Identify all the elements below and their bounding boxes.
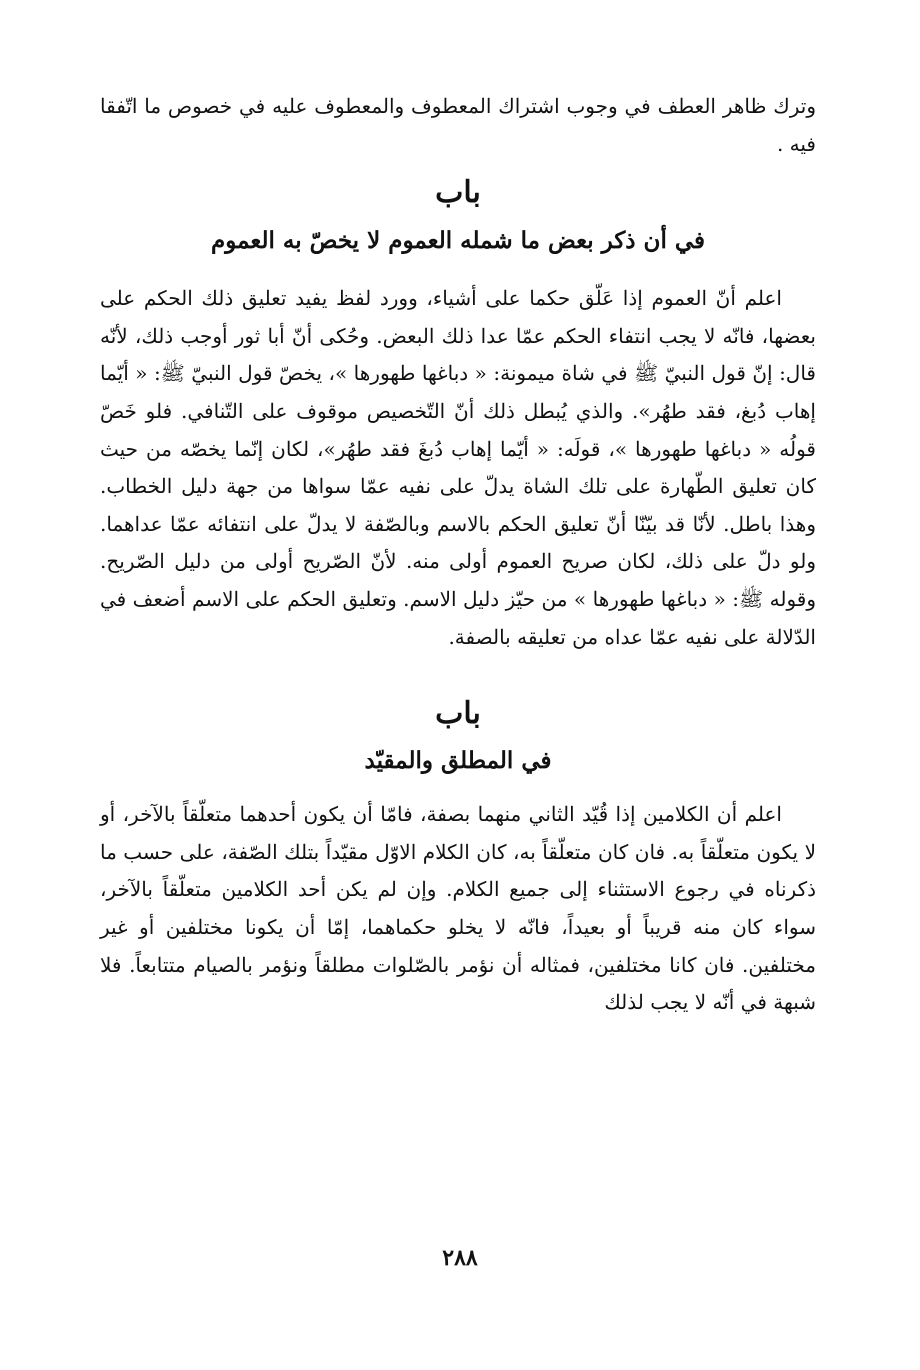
section2-bab-heading: باب [435, 696, 481, 732]
section2-paragraph: اعلم أن الكلامين إذا قُيّد الثاني منهما بصفة، فامّا أن يكون أحدهما متعلّقاً بالآخر، أو لا يكون متعلّقاً به. فان كان متعلّقاً به، كان الكلام الاوّل مقيّداً بتلك الصّفة، على حسب ما ذكرناه في رجوع الاستثناء إلى جميع الكلام. وإن لم يكن أحد الكلامين متعلّقاً بالآخر، سواء كان منه قريباً أو بعيداً، فانّه لا يخلو حكماهما، إمّا أن يكونا مختلفين أو غير مختلفين. فان كانا مختلفين، فمثاله أن نؤمر بالصّلوات مطلقاً ونؤمر بالصيام متتابعاً. فلا شبهة في أنّه لا يجب لذلك [100, 802, 816, 1015]
section1-bab-heading: باب [435, 175, 481, 211]
page-number: ٢٨٨ [442, 1245, 478, 1271]
section1-paragraph: اعلم أنّ العموم إذا عَلّق حكما على أشياء، وورد لفظ يفيد تعليق ذلك الحكم على بعضها، فانّه لا يجب انتفاء الحكم عمّا عدا ذلك البعض. وحُكى أنّ أبا ثور أوجب ذلك، لأنّه قال: إنّ قول النبيّ ﷺ في شاة ميمونة: « دباغها طهورها »، يخصّ قول النبيّ ﷺ: « أيّما إهاب دُبغ، فقد طهُر». والذي يُبطل ذلك أنّ التّخصيص موقوف على التّنافي. فلو خَصّ قولُه « دباغها طهورها »، قولَه: « أيّما إهاب دُبغَ فقد طهُر»، لكان إنّما يخصّه من حيث كان تعليق الطّهارة على تلك الشاة يدلّ على نفيه عمّا سواها من جهة دليل الخطاب. وهذا باطل. لأنّا قد بيّنّا أنّ تعليق الحكم بالاسم وبالصّفة لا يدلّ على انتفائه عمّا عداهما. ولو دلّ على ذلك، لكان صريح العموم أولى منه. لأنّ الصّريح أولى من دليل الصّريح. وقوله ﷺ: « دباغها طهورها » من حيّز دليل الاسم. وتعليق الحكم على الاسم أضعف في الدّلالة على نفيه عمّا عداه من تعليقه بالصفة. [100, 286, 816, 649]
intro-paragraph [100, 88, 816, 163]
section2-body [100, 796, 816, 1022]
section1-body [100, 280, 816, 656]
book-page [100, 88, 816, 1022]
section2-title: في المطلق والمقيّد [364, 747, 552, 775]
intro-text: وترك ظاهر العطف في وجوب اشتراك المعطوف والمعطوف عليه في خصوص ما اتّفقا فيه . [100, 94, 816, 156]
section1-title: في أن ذكر بعض ما شمله العموم لا يخصّ به العموم [210, 227, 706, 255]
